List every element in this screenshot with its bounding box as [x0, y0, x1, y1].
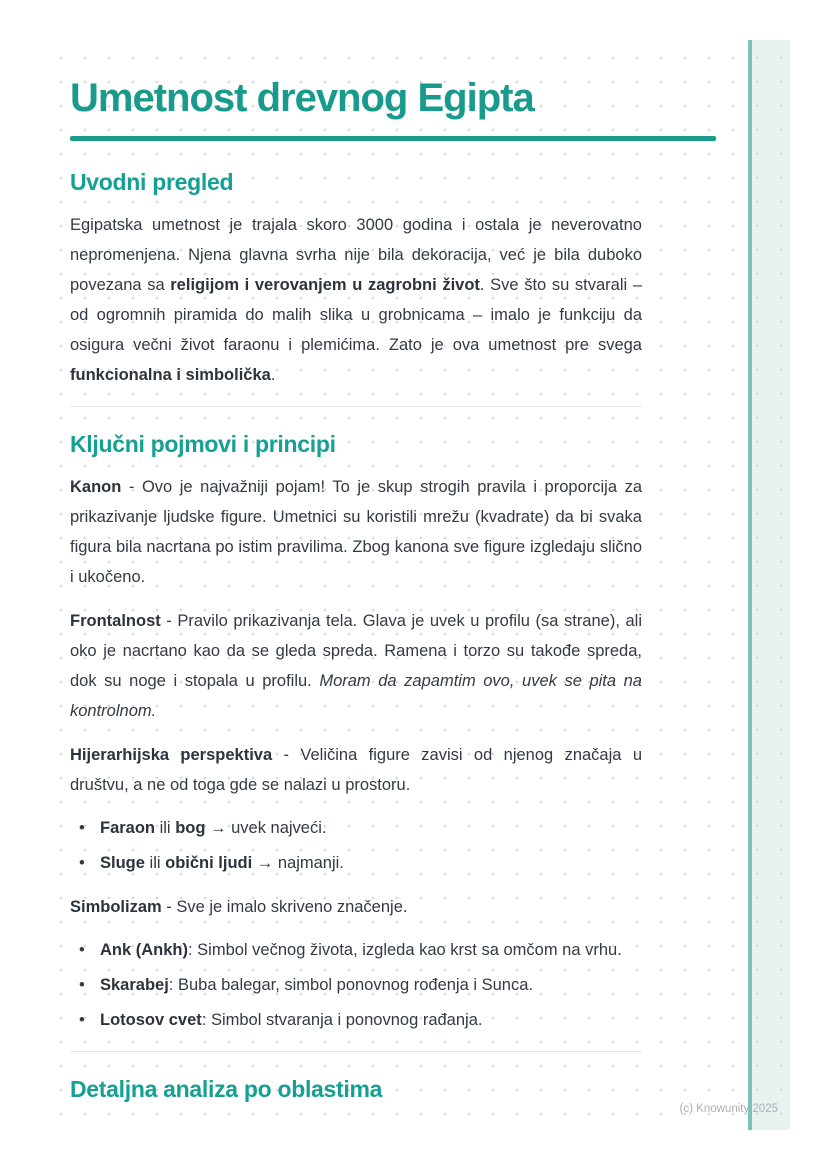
list-item [70, 813, 642, 843]
section-heading: Uvodni pregled [70, 169, 234, 195]
document-body [70, 74, 716, 1103]
paragraph [70, 892, 642, 922]
text-run: - Ovo je najvažniji pojam! To je skup strogih pravila i proporcija za prikazivanje ljudske figure. Umetnici su koristili mrežu (kvadrate) da bi svaka figura bila nacrtana po istim pravilima. Zbog kanona sve figure izgledaju slično i ukočeno. [70, 478, 642, 586]
bold-text: Skarabej [100, 976, 169, 994]
list-item [70, 935, 642, 965]
bold-text: Sluge [100, 854, 145, 872]
paragraph [70, 740, 642, 800]
bold-text: religijom i verovanjem u zagrobni život [170, 276, 480, 294]
document-title: Umetnost drevnog Egipta [70, 76, 534, 120]
text-run: - Pravilo prikazivanja tela. Glava je uvek u profilu (sa strane), ali oko je nacrtano kao da se gleda spreda. Ramena i torzo su takođe spreda, dok su noge i stopala u profilu. [70, 612, 642, 690]
notes-sheet [45, 40, 790, 1130]
bullet-dot-icon: • [79, 976, 85, 994]
bullet-list [70, 935, 642, 1035]
text-run: : Buba balegar, simbol ponovnog rođenja i Sunca. [168, 976, 533, 994]
text-run: Egipatska umetnost je trajala skoro 3000 godina i ostala je neverovatno nepromenjena. Njena glavna svrha nije bila dekoracija, već je bila duboko povezana sa [70, 216, 642, 294]
bold-text: Frontalnost [70, 612, 161, 630]
copyright-note: (c) Knowunity 2025 [679, 1103, 778, 1115]
text-run: . Sve što su stvarali – od ogromnih piramida do malih slika u grobnicama – imalo je funkciju da osigura večni život faraonu i plemićima. Zato je ova umetnost pre svega [70, 276, 642, 354]
bullet-dot-icon: • [79, 1011, 85, 1029]
text-run: → najmanji. [252, 854, 344, 872]
text-run: ili [144, 854, 166, 872]
paragraph [70, 472, 642, 592]
text-run: : Simbol večnog života, izgleda kao krst sa omčom na vrhu. [188, 941, 622, 959]
bold-text: bog [175, 819, 206, 837]
bold-text: Simbolizam [70, 898, 162, 916]
paragraph [70, 606, 642, 726]
bold-text: Faraon [100, 819, 156, 837]
text-run: . [270, 366, 276, 384]
text-run: - Sve je imalo skriveno značenje. [161, 898, 408, 916]
bullet-dot-icon: • [79, 854, 85, 872]
document-content [70, 169, 642, 1103]
bold-text: Lotosov cvet [100, 1011, 202, 1029]
list-item [70, 1005, 642, 1035]
bold-text: funkcionalna i simbolička [70, 366, 271, 384]
bold-text: obični ljudi [165, 854, 253, 872]
section-heading: Detaljna analiza po oblastima [70, 1076, 383, 1102]
bold-text: Ank (Ankh) [100, 941, 188, 959]
text-run: : Simbol stvaranja i ponovnog rađanja. [201, 1011, 483, 1029]
bold-text: Kanon [70, 478, 122, 496]
text-run: → uvek najveći. [205, 819, 327, 837]
paragraph [70, 210, 642, 390]
list-item [70, 848, 642, 878]
bullet-dot-icon: • [79, 819, 85, 837]
section-divider [70, 1051, 642, 1052]
text-run: - Veličina figure zavisi od njenog značaja u društvu, a ne od toga gde se nalazi u prostoru. [70, 746, 642, 794]
title-underline [70, 136, 716, 141]
section-divider [70, 406, 642, 407]
list-item [70, 970, 642, 1000]
bold-text: Hijerarhijska perspektiva [70, 746, 273, 764]
bullet-list [70, 813, 642, 878]
bullet-dot-icon: • [79, 941, 85, 959]
italic-text: Moram da zapamtim ovo, uvek se pita na kontrolnom. [70, 672, 642, 720]
text-run: ili [155, 819, 176, 837]
section-heading: Ključni pojmovi i principi [70, 431, 336, 457]
